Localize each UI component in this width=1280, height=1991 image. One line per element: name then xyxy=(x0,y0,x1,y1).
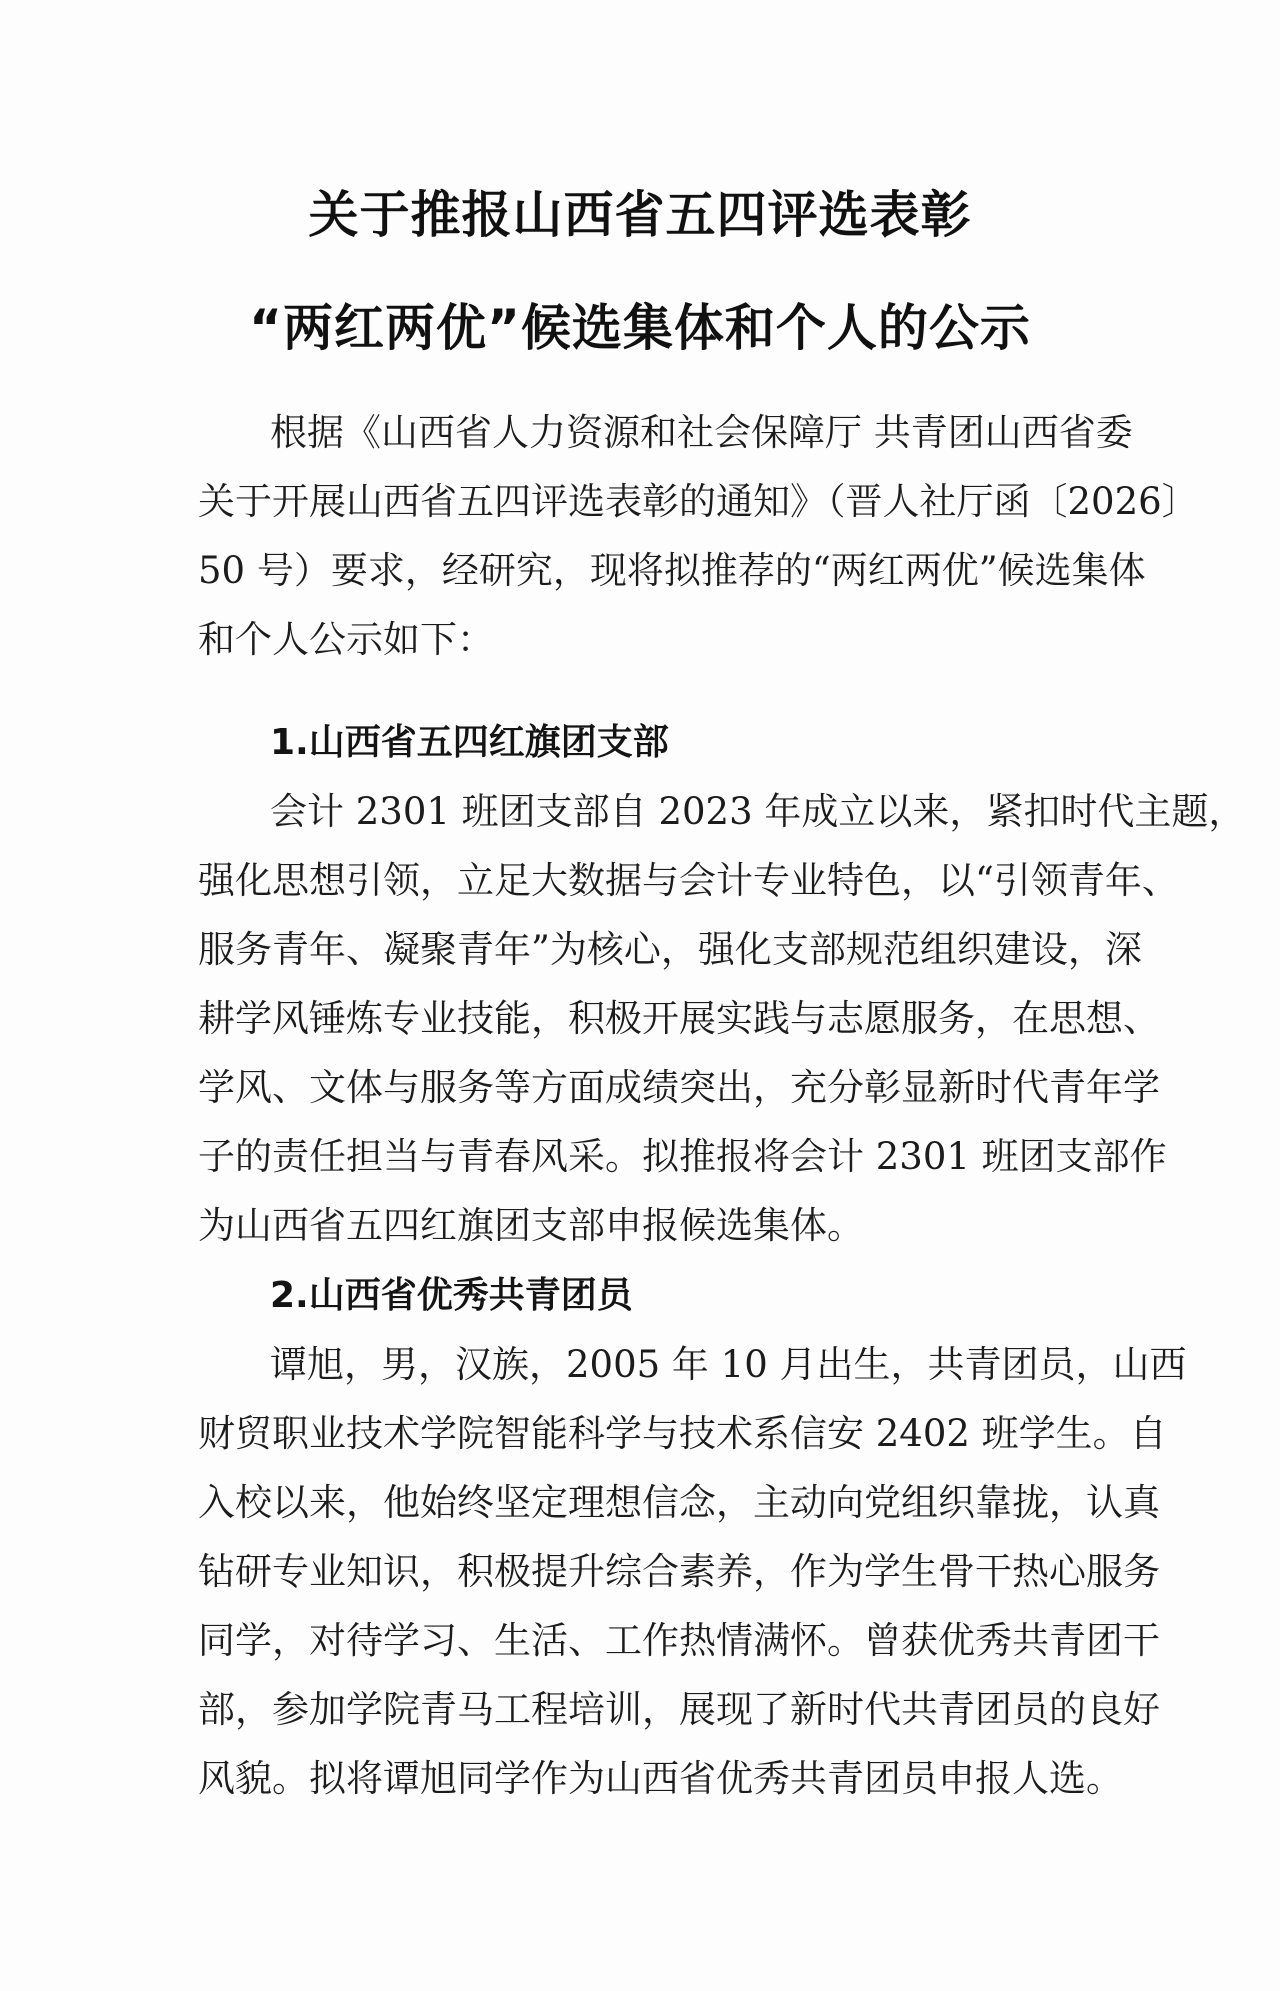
intro-line: 根据《山西省人力资源和社会保障厅 共青团山西省委 xyxy=(270,411,1133,454)
section-1-line: 学风、文体与服务等方面成绩突出，充分彰显新时代青年学 xyxy=(198,1066,1160,1109)
section-1-line: 强化思想引领，立足大数据与会计专业特色，以“引领青年、 xyxy=(198,859,1179,902)
section-1-line: 子的责任担当与青春风采。拟推报将会计 2301 班团支部作 xyxy=(198,1135,1167,1178)
section-2-line: 入校以来，他始终坚定理想信念，主动向党组织靠拢，认真 xyxy=(198,1481,1160,1524)
intro-line: 50 号）要求，经研究，现将拟推荐的“两红两优”候选集体 xyxy=(198,549,1146,592)
section-2-line: 钻研专业知识，积极提升综合素养，作为学生骨干热心服务 xyxy=(198,1550,1160,1593)
section-2-heading: 2.山西省优秀共青团员 xyxy=(270,1275,633,1316)
section-2-line: 同学，对待学习、生活、工作热情满怀。曾获优秀共青团干 xyxy=(198,1619,1160,1662)
document-title-line-2: “两红两优”候选集体和个人的公示 xyxy=(249,299,1031,357)
intro-line: 关于开展山西省五四评选表彰的通知》（晋人社厅函〔2026〕 xyxy=(198,480,1199,523)
section-1-line: 服务青年、凝聚青年”为核心，强化支部规范组织建设，深 xyxy=(198,928,1142,971)
section-2-line: 财贸职业技术学院智能科学与技术系信安 2402 班学生。自 xyxy=(198,1412,1167,1455)
document-title-line-1: 关于推报山西省五四评选表彰 xyxy=(308,186,972,244)
section-1-heading: 1.山西省五四红旗团支部 xyxy=(270,722,669,763)
section-2-line: 部，参加学院青马工程培训，展现了新时代共青团员的良好 xyxy=(198,1688,1160,1731)
section-1-line: 会计 2301 班团支部自 2023 年成立以来，紧扣时代主题， xyxy=(270,790,1246,833)
intro-line: 和个人公示如下： xyxy=(198,618,494,661)
section-2-line: 风貌。拟将谭旭同学作为山西省优秀共青团员申报人选。 xyxy=(198,1757,1123,1800)
section-1-line: 耕学风锤炼专业技能，积极开展实践与志愿服务，在思想、 xyxy=(198,997,1160,1040)
section-1-line: 为山西省五四红旗团支部申报候选集体。 xyxy=(198,1204,864,1247)
section-2-line: 谭旭，男，汉族，2005 年 10 月出生，共青团员，山西 xyxy=(270,1343,1187,1386)
